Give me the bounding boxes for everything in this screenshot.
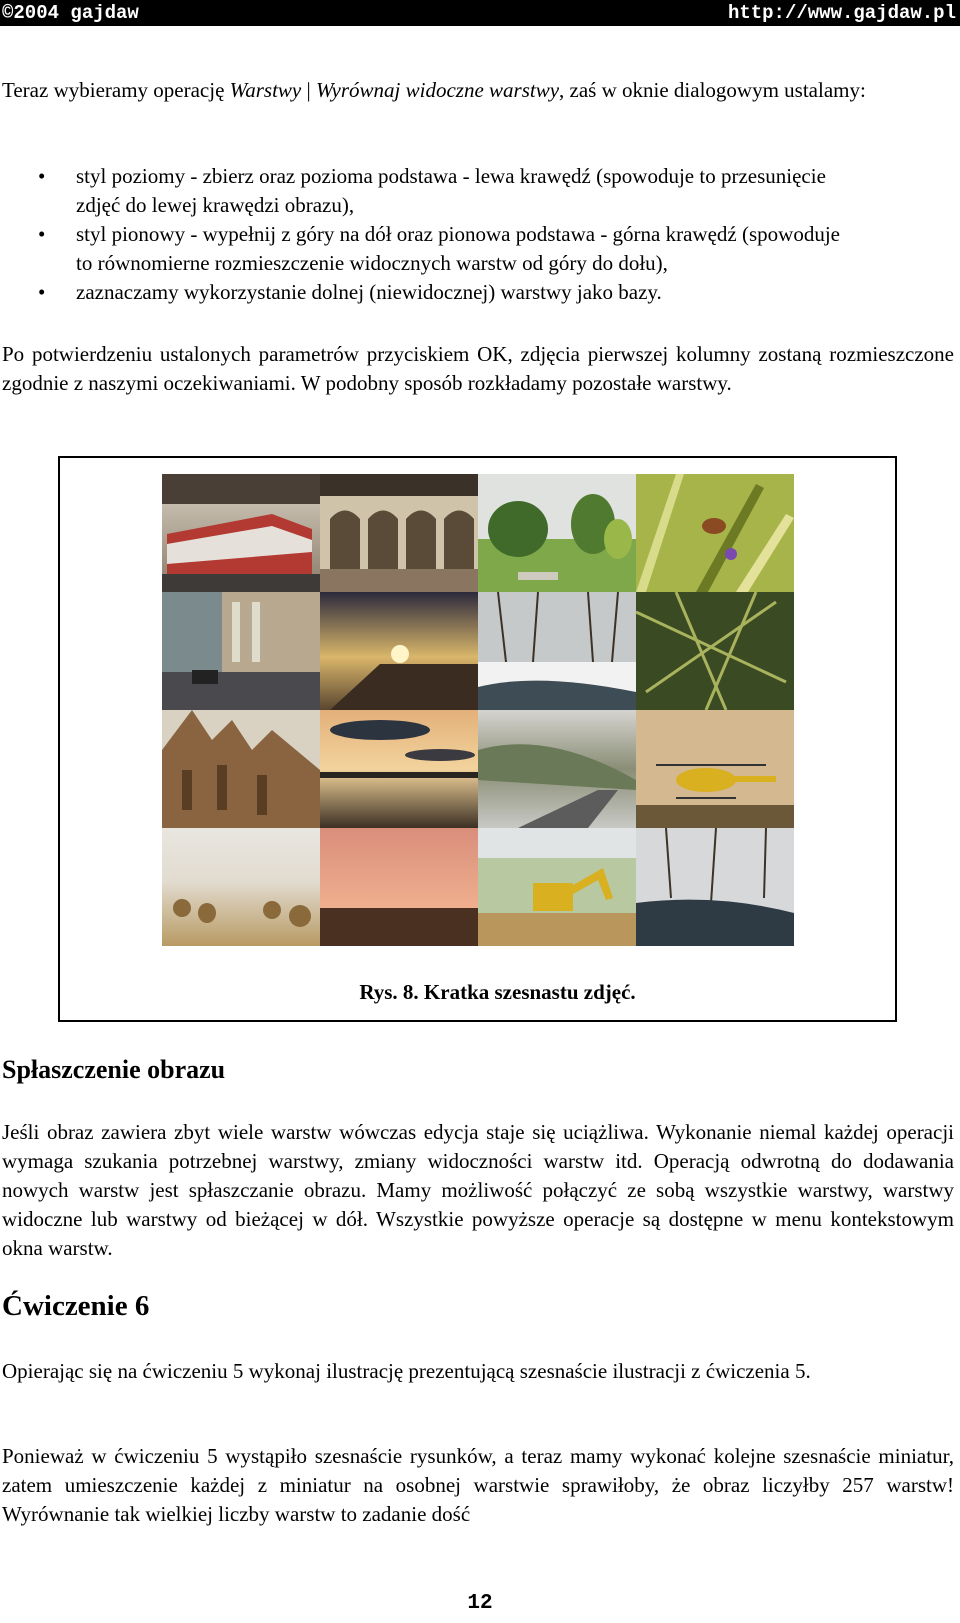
section-paragraph: Jeśli obraz zawiera zbyt wiele warstw wówczas edycja staje się uciążliwa. Wykonanie niemal każdej operacji wymaga szukania potrzebnej warstwy, zmiany widoczności warstw itd. Operacją odwrotną do dodawania nowych warstw jest spłaszczanie obrazu. Mamy możliwość połączyć ze sobą wszystkie warstwy, warstwy widoczne lub warstwy od bieżącej w dół. Wszystkie powyższe operacje są dostępne w menu kontekstowym okna warstw.	[2, 1120, 954, 1260]
list-item	[0, 278, 952, 307]
paragraph-ok: Po potwierdzeniu ustalonych parametrów przyciskiem OK, zdjęcia pierwszej kolumny zostaną rozmieszczone zgodnie z naszymi oczekiwaniami. W podobny sposób rozkładamy pozostałe warstwy.	[2, 342, 954, 395]
list-item-text: styl pionowy - wypełnij z góry na dół oraz pionowa podstawa - górna krawędź (spowoduje to równomierne rozmieszczenie widocznych warstw od góry do dołu),	[76, 222, 840, 275]
excavator-photo	[478, 828, 636, 946]
photo-grid	[162, 474, 794, 946]
road-photo	[478, 710, 636, 828]
list-item-text: zaznaczamy wykorzystanie dolnej (niewidocznej) warstwy jako bazy.	[76, 280, 662, 304]
cathedral-photo	[162, 710, 320, 828]
helicopter-photo	[636, 710, 794, 828]
exercise-paragraph-2: Ponieważ w ćwiczeniu 5 wystąpiło szesnaście rysunków, a teraz mamy wykonać kolejne szesnaście miniatur, zatem umieszczenie każdej z miniatur na osobnej warstwie sprawiłoby, że obraz liczyłby 257 warstw! Wyrównanie tak wielkiej liczby warstw to zadanie dość	[2, 1444, 954, 1526]
intro-paragraph	[2, 76, 942, 105]
website-url: http://www.gajdaw.pl	[727, 2, 956, 24]
intro-text: Teraz wybieramy operację	[2, 78, 230, 102]
settings-list	[0, 162, 952, 307]
figure-frame	[58, 456, 897, 1022]
sunset-photo	[320, 592, 478, 710]
menu-operation: Wyrównaj widoczne warstwy	[315, 78, 560, 102]
bullet-icon: •	[38, 222, 46, 246]
intro-text-end: , zaś w oknie dialogowym ustalamy:	[559, 78, 866, 102]
field-photo	[162, 828, 320, 946]
list-item	[0, 162, 952, 220]
bullet-icon: •	[38, 164, 46, 188]
page-number: 12	[467, 1592, 493, 1615]
stream-photo	[636, 828, 794, 946]
butterfly-photo	[636, 474, 794, 592]
grass-photo	[636, 592, 794, 710]
menu-name: Warstwy	[229, 78, 302, 102]
page-header	[0, 0, 960, 26]
lake-sunset-photo	[320, 710, 478, 828]
street-photo	[162, 592, 320, 710]
menu-separator: |	[301, 78, 316, 102]
pink-sky-photo	[320, 828, 478, 946]
list-item	[0, 220, 952, 278]
figure-caption: Rys. 8. Kratka szesnastu zdjęć.	[359, 980, 636, 1004]
winter-river-photo	[478, 592, 636, 710]
train-photo	[162, 474, 320, 592]
exercise-heading: Ćwiczenie 6	[2, 1290, 150, 1322]
bullet-icon: •	[38, 280, 46, 304]
section-heading: Spłaszczenie obrazu	[2, 1055, 226, 1084]
park-photo	[478, 474, 636, 592]
exercise-paragraph: Opierając się na ćwiczeniu 5 wykonaj ilustrację prezentującą szesnaście ilustracji z ćwiczenia 5.	[2, 1359, 811, 1383]
list-item-text: styl poziomy - zbierz oraz pozioma podstawa - lewa krawędź (spowoduje to przesunięcie zdjęć do lewej krawędzi obrazu),	[76, 164, 826, 217]
arcade-photo	[320, 474, 478, 592]
copyright: ©2004 gajdaw	[2, 2, 139, 24]
